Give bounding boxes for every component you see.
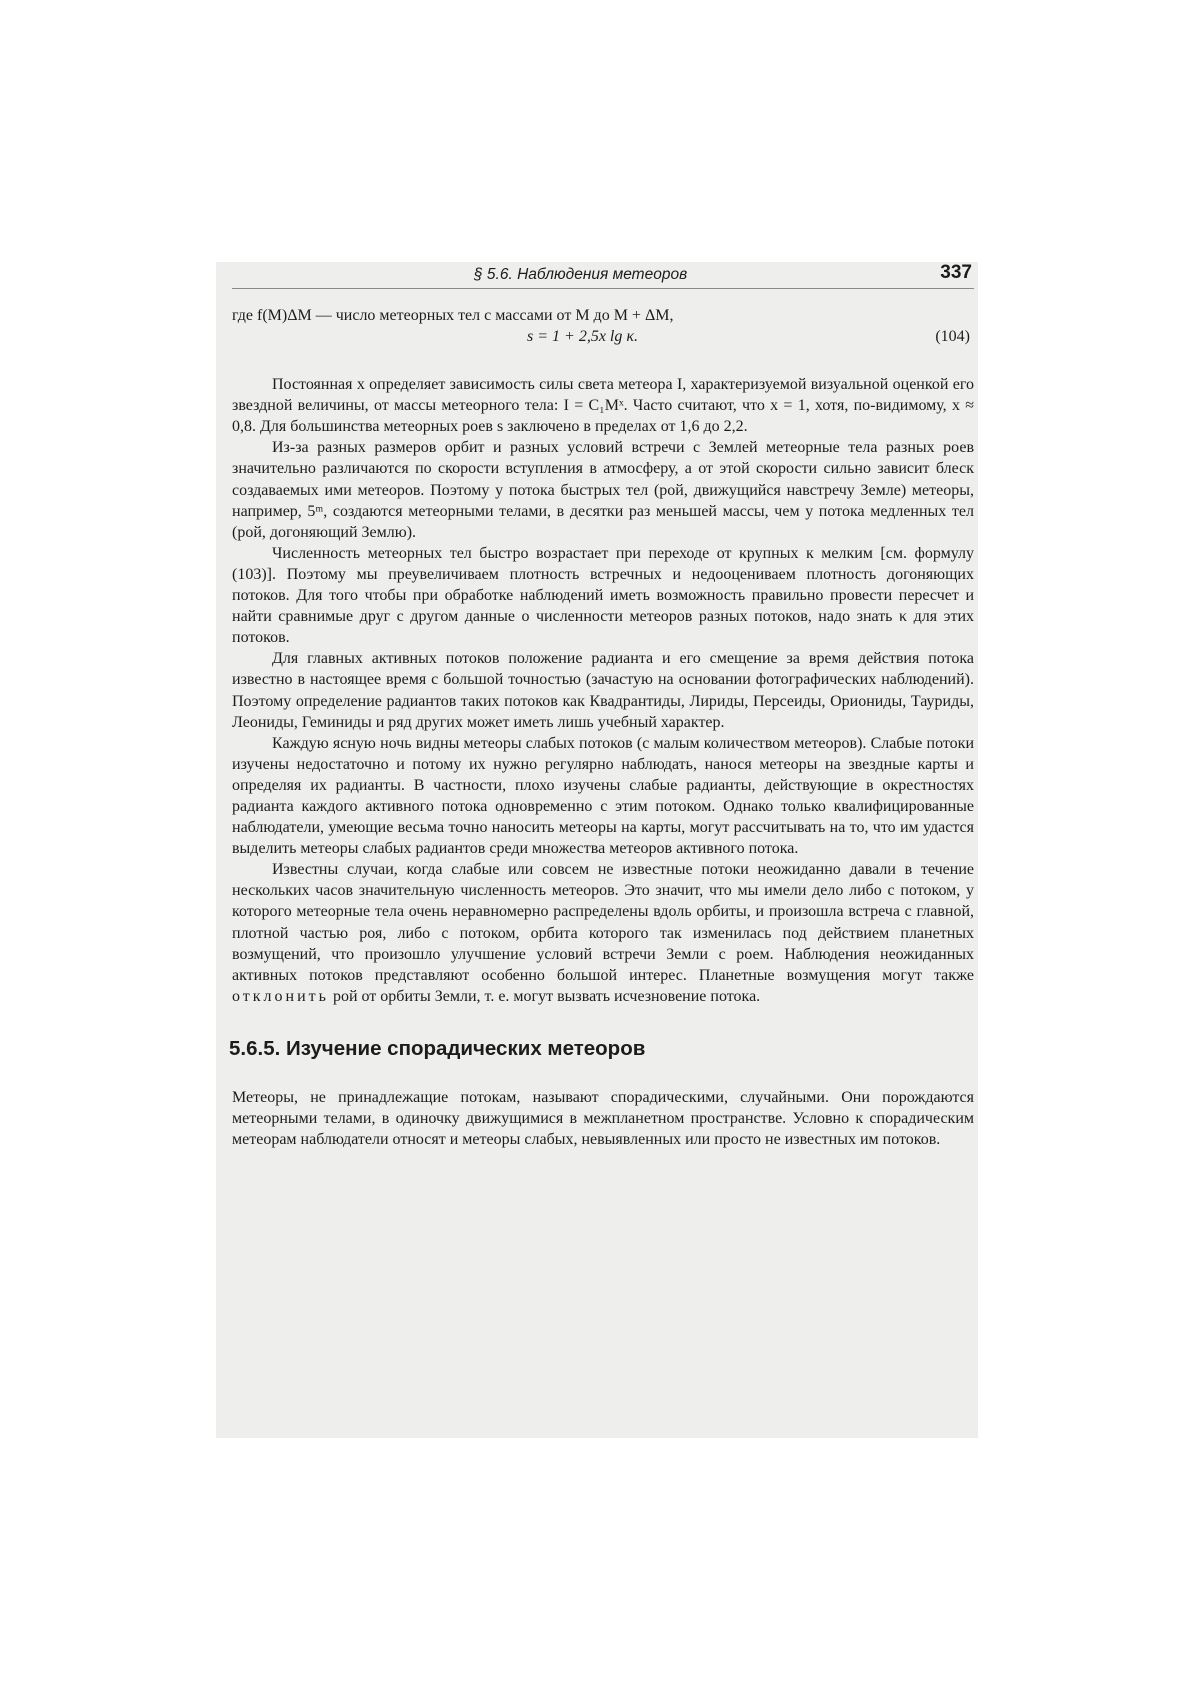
paragraph: Для главных активных потоков положение радианта и его смещение за время действия потока известно в настоящее время с большой точностью (зачастую на основании фотографических наблюдений). Поэтому определение радиантов таких потоков как Квадрантиды, Лириды, Персеиды, Ориониды, Тауриды, Леониды, Геминиды и ряд других может иметь лишь учебный характер.	[232, 650, 974, 731]
running-title: § 5.6. Наблюдения метеоров	[474, 266, 688, 283]
paragraph: Постоянная x определяет зависимость силы света метеора I, характеризуемой визуальной оценкой его звездной величины, от массы метеорного тела: I = C₁Mˣ. Часто считают, что x = 1, хотя, по-видимому, x ≈ 0,8. Для большинства метеорных роев s заключено в пределах от 1,6 до 2,2.	[232, 376, 975, 436]
formula-104	[232, 326, 974, 350]
formula-text: s = 1 + 2,5x lg κ.	[527, 328, 639, 346]
emphasized-word: отклонить	[232, 987, 329, 1005]
paragraph: Каждую ясную ночь видны метеоры слабых потоков (с малым количеством метеоров). Слабые потоки изучены недостаточно и потому их нужно регулярно наблюдать, нанося метеоры на звездные карты и определяя их радианты. В частности, плохо изучены слабые радианты, действующие в окрестностях радианта каждого активного потока одновременно с этим потоком. Однако только квалифицированные наблюдатели, умеющие весьма точно наносить метеоры на карты, могут рассчитывать на то, что им удастся выделить метеоры слабых радиантов среди множества метеоров активного потока.	[232, 734, 974, 858]
book-page	[229, 262, 975, 1150]
intro-line: где f(M)ΔM — число метеорных тел с массами от M до M + ΔM,	[232, 307, 674, 324]
equation-number: (104)	[935, 328, 970, 346]
section-paragraph: Метеоры, не принадлежащие потокам, называют спорадическими, случайными. Они порождаются метеорными телами, в одиночку движущимися в межпланетном пространстве. Условно к спорадическим метеорам наблюдатели относят и метеоры слабых, невыявленных или просто не известных им потоков.	[232, 1088, 974, 1149]
paragraph: Численность метеорных тел быстро возрастает при переходе от крупных к мелким [см. формулу (103)]. Поэтому мы преувеличиваем плотность встречных и недооцениваем плотность догоняющих потоков. Для того чтобы при обработке наблюдений иметь возможность правильно провести пересчет и найти сравнимые друг с другом данные о численности метеоров разных потоков, надо знать κ для этих потоков.	[232, 544, 974, 647]
section-heading: 5.6.5. Изучение спорадических метеоров	[229, 1036, 646, 1060]
paragraph: Из-за разных размеров орбит и разных условий встречи с Землей метеорные тела разных роев значительно различаются по скорости вступления в атмосферу, а от этой скорости сильно зависит блеск создаваемых ими метеоров. Поэтому у потока быстрых тел (рой, движущийся навстречу Земле) метеоры, например, 5ᵐ, создаются метеорными телами, в десятки раз меньшей массы, чем у потока медленных тел (рой, догоняющий Землю).	[232, 439, 974, 541]
paragraph-text: Известны случаи, когда слабые или совсем не известные потоки неожиданно давали в течение нескольких часов значительную численность метеоров. Это значит, что мы имели дело либо с потоком, у которого метеорные тела очень неравномерно распределены вдоль орбиты, и произошла встреча с главной, плотной частью роя, либо с потоком, орбита которого так изменилась под действием планетных возмущений, что произошло улучшение условий встречи Земли с роем. Наблюдения неожиданных активных потоков представляют особенно большой интерес. Планетные возмущения могут также	[232, 861, 974, 984]
running-head	[232, 262, 974, 289]
page-number: 337	[940, 262, 972, 283]
paragraph-text: рой от орбиты Земли, т. е. могут вызвать исчезновение потока.	[328, 987, 761, 1005]
paragraph-last	[232, 859, 974, 1007]
